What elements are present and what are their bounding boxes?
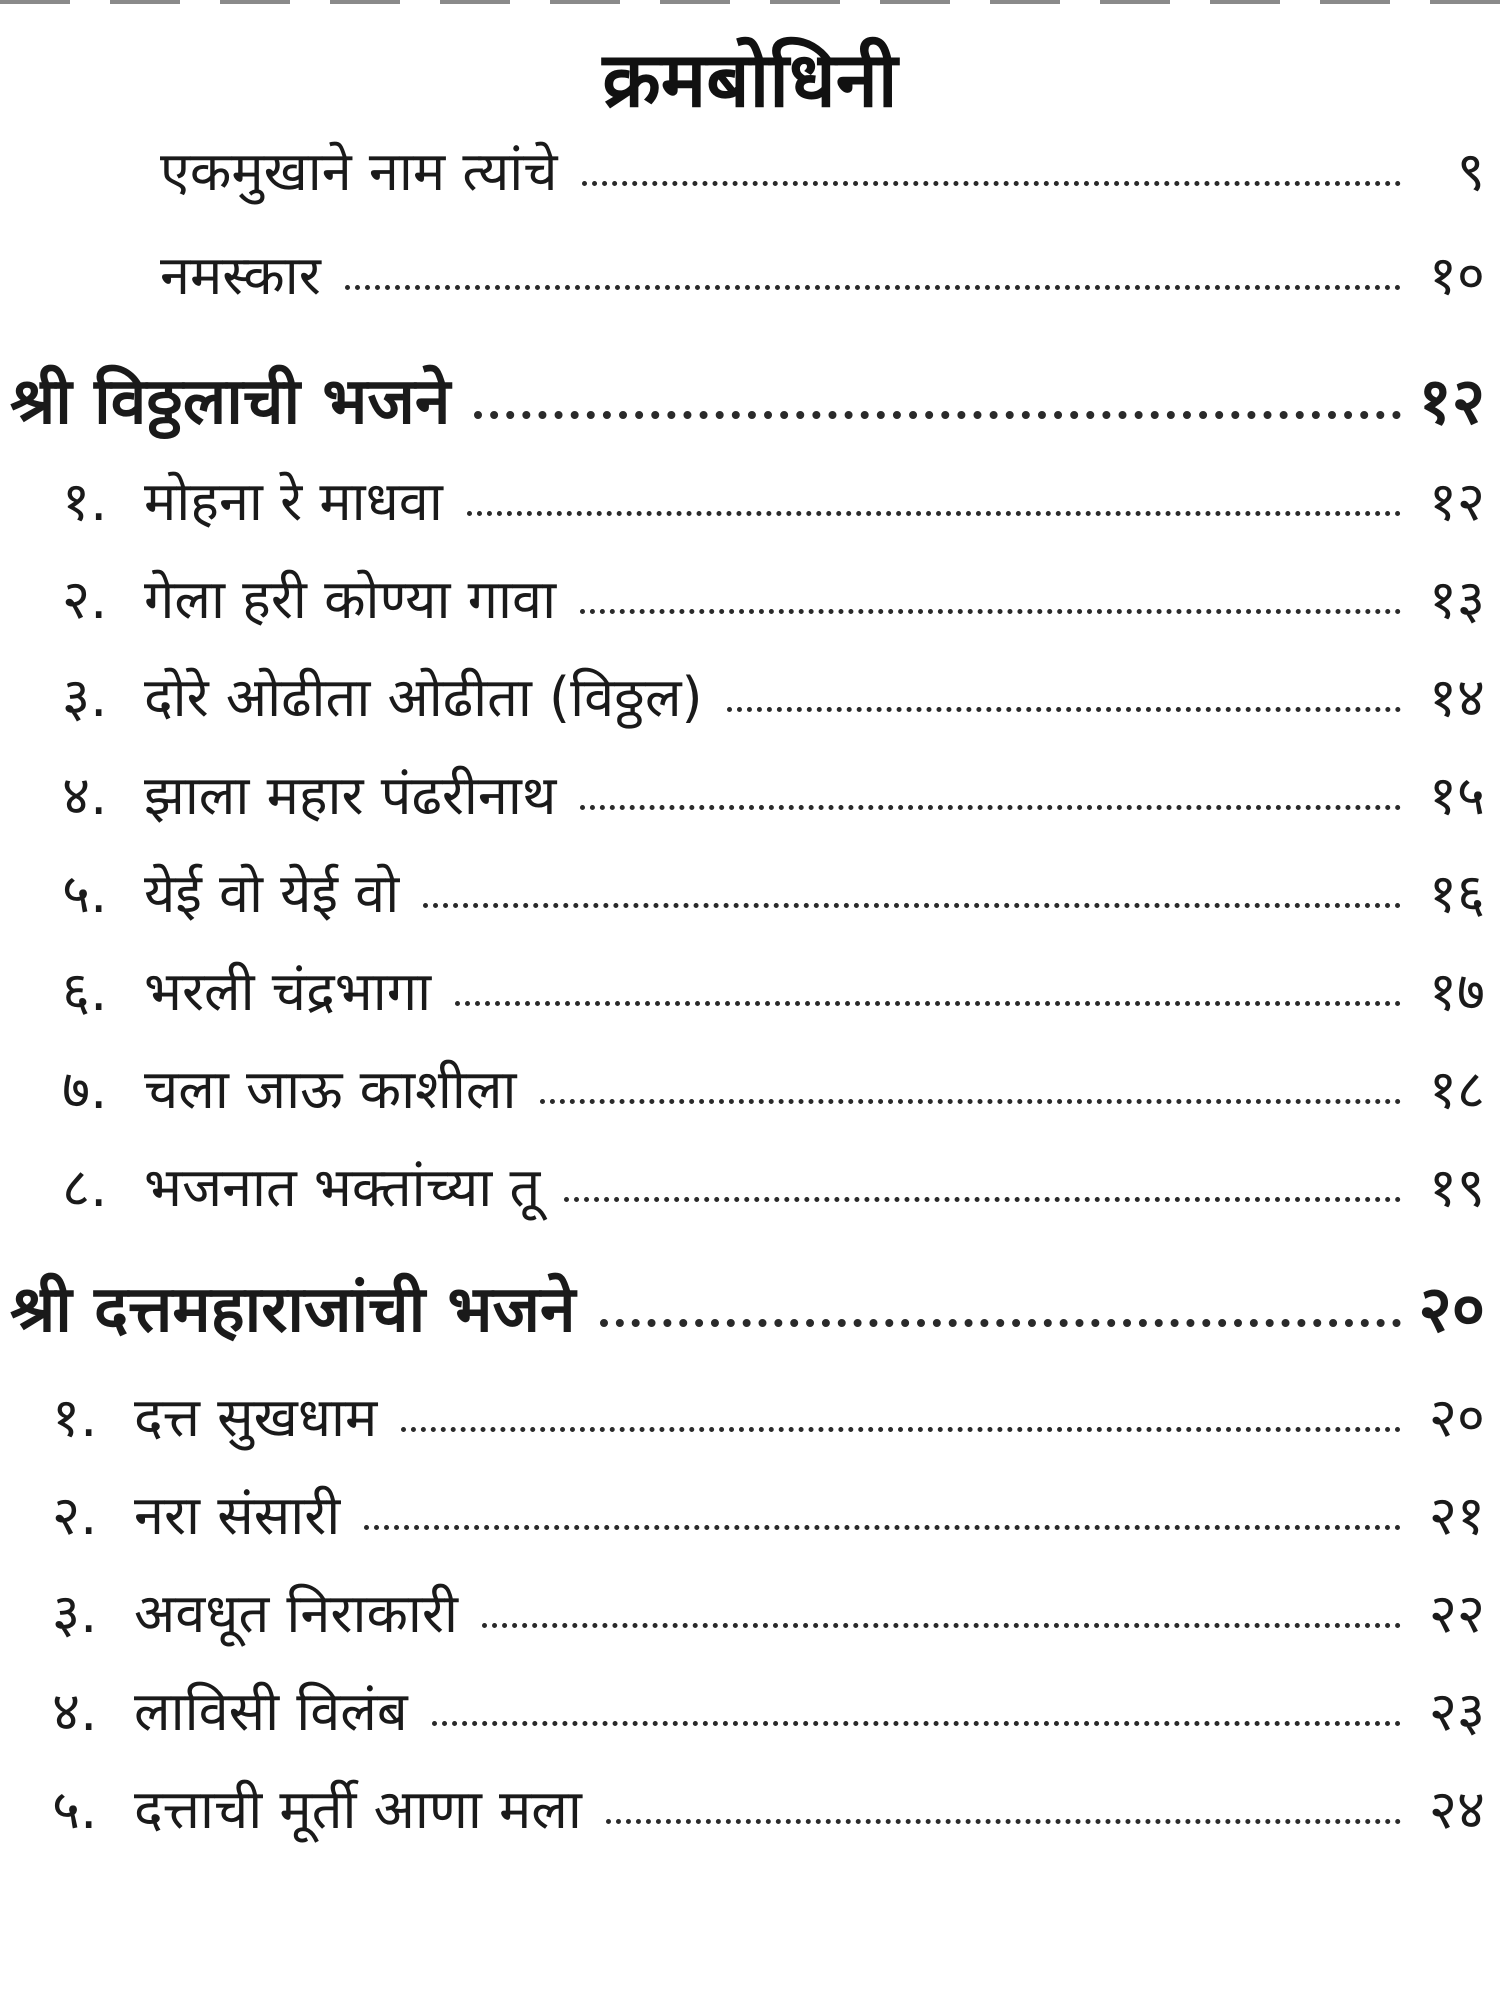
section-title: श्री दत्तमहाराजांची भजने [10, 1273, 576, 1347]
dot-leader [580, 805, 1401, 810]
toc-entry [52, 1574, 1485, 1654]
entry-label: अवधूत निराकारी [134, 1582, 458, 1645]
section-page-number: २० [1418, 1273, 1485, 1347]
entry-page-number: १५ [1428, 764, 1485, 827]
entry-page-number: ९ [1456, 140, 1485, 203]
toc-entry [52, 1770, 1485, 1850]
entry-page-number: २१ [1428, 1484, 1485, 1547]
toc-entry [62, 952, 1485, 1032]
dot-leader [600, 1319, 1401, 1327]
dot-leader [606, 1819, 1401, 1824]
dot-leader [580, 609, 1401, 614]
toc-entry-intro [160, 236, 1485, 316]
entry-page-number: १९ [1428, 1156, 1485, 1219]
dot-leader [564, 1197, 1401, 1202]
entry-label: एकमुखाने नाम त्यांचे [160, 140, 558, 203]
section-title: श्री विठ्ठलाची भजने [10, 365, 451, 439]
entry-page-number: २३ [1428, 1680, 1485, 1743]
entry-page-number: १३ [1428, 568, 1485, 631]
entry-label: भरली चंद्रभागा [144, 960, 432, 1023]
entry-number: १. [62, 470, 108, 533]
dot-leader [482, 1623, 1401, 1628]
toc-entry [62, 462, 1485, 542]
entry-page-number: २० [1428, 1386, 1485, 1449]
entry-number: १. [52, 1386, 98, 1449]
section-page-number: १२ [1418, 365, 1485, 439]
entry-label: दत्ताची मूर्ती आणा मला [134, 1778, 582, 1841]
entry-number: ५. [62, 862, 108, 925]
entry-page-number: १२ [1428, 470, 1485, 533]
entry-label: लाविसी विलंब [134, 1680, 408, 1743]
dot-leader [401, 1427, 1401, 1432]
toc-entry-intro [160, 132, 1485, 212]
toc-section-heading [10, 1262, 1485, 1358]
entry-label: दत्त सुखधाम [134, 1386, 378, 1449]
dot-leader [432, 1721, 1401, 1726]
entry-number: ३. [52, 1582, 98, 1645]
entry-page-number: १८ [1428, 1058, 1485, 1121]
entry-label: झाला महार पंढरीनाथ [144, 764, 557, 827]
entry-number: ८. [62, 1156, 108, 1219]
entry-label: मोहना रे माधवा [144, 470, 443, 533]
entry-number: २. [52, 1484, 98, 1547]
toc-entry [62, 658, 1485, 738]
dot-leader [467, 511, 1401, 516]
entry-page-number: २४ [1428, 1778, 1485, 1841]
toc-entry [62, 756, 1485, 836]
entry-number: ५. [52, 1778, 98, 1841]
entry-number: ३. [62, 666, 108, 729]
entry-number: ६. [62, 960, 108, 1023]
entry-page-number: २२ [1428, 1582, 1485, 1645]
toc-entry [62, 854, 1485, 934]
toc-entry [62, 1148, 1485, 1228]
entry-number: ४. [62, 764, 108, 827]
dot-leader [540, 1099, 1401, 1104]
entry-number: २. [62, 568, 108, 631]
toc-section-heading [10, 354, 1485, 450]
toc-entry [52, 1378, 1485, 1458]
entry-label: येई वो येई वो [144, 862, 400, 925]
entry-page-number: १० [1428, 244, 1485, 307]
top-edge-rule [0, 0, 1500, 4]
toc-entry [62, 1050, 1485, 1130]
entry-number: ४. [52, 1680, 98, 1743]
dot-leader [582, 181, 1401, 186]
entry-label: नरा संसारी [134, 1484, 341, 1547]
dot-leader [423, 903, 1401, 908]
entry-label: गेला हरी कोण्या गावा [144, 568, 557, 631]
entry-label: नमस्कार [160, 244, 321, 307]
dot-leader [474, 411, 1401, 419]
entry-page-number: १७ [1428, 960, 1485, 1023]
dot-leader [727, 707, 1401, 712]
toc-entry [52, 1672, 1485, 1752]
entry-label: दोरे ओढीता ओढीता (विठ्ठल) [144, 666, 703, 729]
entry-label: चला जाऊ काशीला [144, 1058, 517, 1121]
entry-page-number: १४ [1428, 666, 1485, 729]
entry-page-number: १६ [1428, 862, 1485, 925]
dot-leader [345, 285, 1401, 290]
entry-number: ७. [62, 1058, 108, 1121]
page-title: क्रमबोधिनी [602, 35, 898, 124]
dot-leader [455, 1001, 1401, 1006]
dot-leader [364, 1525, 1401, 1530]
entry-label: भजनात भक्तांच्या तू [144, 1156, 541, 1219]
toc-entry [52, 1476, 1485, 1556]
toc-entry [62, 560, 1485, 640]
